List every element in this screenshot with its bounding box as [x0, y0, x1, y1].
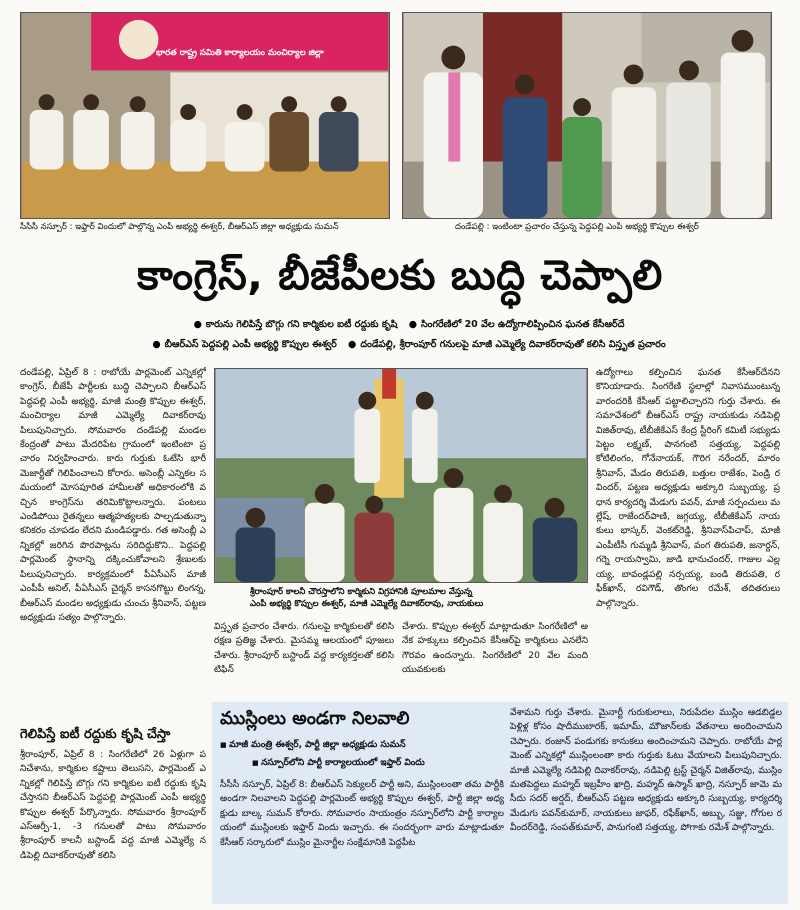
photo-statue	[214, 368, 588, 583]
bullet-icon: ●	[152, 339, 161, 350]
banner-text: భారత రాష్ట్ర సమితి కార్యాలయం మంచిర్యాల జిల్లా	[156, 48, 324, 58]
info-box	[212, 702, 788, 904]
subhead-text: కారును గెలిపిస్తే బొగ్గు గని కార్మికుల ఐటీ రద్దుకు కృషి	[205, 319, 398, 330]
section-heading: గెలిపిస్తే ఐటీ రద్దుకు కృషి చేస్తా	[20, 727, 171, 742]
photo-campaign	[402, 12, 772, 219]
bullet-icon: ●	[193, 319, 202, 330]
article-col-1: దండేపల్లి, ఏప్రిల్ 8 : రాబోయే పార్లమెంట్ ఎన్నికల్లో కాంగ్రెస్, బీజేపీ పార్టీలకు బుద్ధి చెప్పాలని బీఆర్ఎస్ పెద్దపల్లి ఎంపీ అభ్యర్థి, మాజీ మంత్రి కొప్పుల ఈశ్వర్, మంచిర్యాల మాజీ ఎమ్మెల్యే దివాకర్‌రావు పిలుపునిచ్చారు. సోమవారం దండేపల్లి మండల కేంద్రంతో పాటు మేదరిపేట గ్రామంలో ఇంటింటా ప్రచారం నిర్వహించారు. కారు గుర్తుకు ఓటేసి భారీ మెజార్టీతో గెలిపించాలని కోరారు. అసెంబ్లీ ఎన్నికల సమయంలో మోసపూరిత హామీలతో అధికారంలోకి వచ్చిన కాంగ్రెస్‌ను తరిమికొట్టాలన్నారు. పంటలు ఎండిపోయి రైతన్నలు ఆత్మహత్యలకు పాల్పడుతున్నా కనికరం చూపడం లేదని మండిపడ్డారు. గత అసెంబ్లీ ఎన్నికల్లో జరిగిన పొరపాట్లను సరిదిద్దుకొని.. పెద్దపల్లి పార్లమెంట్ స్థానాన్ని దక్కించుకోవాలని శ్రేణులకు పిలుపునిచ్చారు. కార్యక్రమంలో పీఏసీఎస్ మాజీ ఎంపీపీ అనిల్, పీఏసీఎస్ చైర్మన్ కాసనగొట్టు లింగన్న, బీఆర్ఎస్ మండల అధ్యక్షుడు చుంచు శ్రీనివాస్, పట్టణ అధ్యక్షుడు సత్యం పాల్గొన్నారు.	[20, 368, 206, 623]
box-point: ■ మాజీ మంత్రి ఈశ్వర్, పార్టీ జిల్లా అధ్యక్షుడు సుమన్	[220, 738, 406, 752]
article-col-2: విస్తృత ప్రచారం చేశారు. గనులపై కార్మికులతో కలిసి రక్షణ ప్రతిజ్ఞ చేశారు. మైసమ్మ ఆలయంలో పూజలు చేశారు. శ్రీరాంపూర్ బస్టాండ్ వద్ద కార్యకర్తలతో కలిసి టిఫిన్	[214, 622, 394, 676]
subhead-line-1	[20, 318, 790, 332]
photo-caption: దండేపల్లి : ఇంటింటా ప్రచారం చేస్తున్న పెద్దపల్లి ఎంపీ అభ్యర్థి కొప్పుల ఈశ్వర్	[455, 222, 699, 232]
article-col-4: ఉద్యోగాలు కల్పించిన ఘనత కేసీఆర్‌దేనని కొనియాడారు. సింగరేణి స్థలాల్లో నివాసముంటున్న వారందరికీ కేసీఆర్ పట్టాలిచ్చారని గుర్తు చేశారు. ఈ సమావేశంలో బీఆర్ఎస్ రాష్ట్ర నాయకుడు నడిపెల్లి విజిత్‌రావు, టీబీజీకేఎస్ కేంద్ర స్టీరింగ్ కమిటీ సభ్యుడు పెట్టం లక్ష్మణ్, పానగంటి సత్తయ్య, పెద్దపల్లి కోటిలింగం, గోనేనాయక్, గౌరిగ నరేందర్, మారం శ్రీనివాస్, మేడం తిరుపతి, బత్తుల రాజేశం, పెండ్రి రవిందర్, పట్టణ అధ్యక్షుడు అక్కూరి సుబ్బయ్య, ప్రధాన కార్యదర్శి మేడుగు పవన్, మాజీ సర్పంచులు మల్లేష్, రాజేందర్‌పాణి, జగ్గయ్య, టీబీజీకేఎస్ నాయకులు భాస్కర్, వెంకట్‌రెడ్డి, శ్రీనివాస్‌పిచాప్, మాజీ ఎంపీటీసీ గుమ్మడి శ్రీనివాస్, వంగ తిరుపతి, జనార్దన్, గర్నె రాయస్వామి, జాడి భానుచందర్, గాజుల ఎల్లయ్య, బావండ్లపల్లి నర్సయ్య, బండి తిరుపతి, రఫీక్‌ఖాన్, రవిగౌడ్, తొంగల రమేశ్, తదితరులు పాల్గొన్నారు.	[596, 368, 780, 609]
photo-caption: సీసీసీ నస్పూర్ : ఇఫ్తార్ విందులో పాల్గొన్న ఎంపీ అభ్యర్థి ఈశ్వర్, బీఆర్ఎస్ జిల్లా అధ్యక్షుడు సుమన్	[20, 222, 339, 232]
article-col-3: చేశారు. కొప్పుల ఈశ్వర్ మాట్లాడుతూ సింగరేణిలో అనేక హక్కులు కల్పించిన కేసీఆర్‌పై కార్మికులు ఎనలేని గౌరవం ఉందన్నారు. సింగరేణిలో 20 వేల మంది యువకులకు	[402, 622, 588, 676]
box-point: ■ నస్పూర్‌లోని పార్టీ కార్యాలయంలో ఇఫ్తార్ విందు	[252, 756, 425, 770]
photo-statue-image	[215, 369, 587, 582]
photo-iftar-image	[21, 13, 389, 218]
photo-caption: శ్రీరాంపూర్ కాలనీ చౌరస్తాలోని కార్మికుని విగ్రహానికి పూలమాల వేస్తున్న	[250, 587, 473, 597]
box-headline: ముస్లింలు అండగా నిలవాలి	[220, 708, 410, 729]
photo-campaign-image	[403, 13, 771, 218]
box-col-right: వేశామని గుర్తు చేశారు. మైనార్టీ గురుకులాలు, నిరుపేదల ముస్లిం ఆడబిడ్డల పెళ్లిళ్ల కోసం షాదీముబారక్, ఇమామ్, మౌజాన్‌లకు వేతనాలు అందించామని చెప్పారు. రంజాన్ పండుగకు కానుకలు అందించామని చెప్పారు. రాబోయే పార్లమెంట్ ఎన్నికల్లో ముస్లింలంతా కారు గుర్తుకు ఓటు వేయాలని పిలుపునిచ్చారు. మాజీ ఎమ్మెల్యే నడిపెల్లి దివాకర్‌రావు, నడిపెల్లి ట్రస్ట్ చైర్మన్ విజిత్‌రావు, ముస్లిం మతపెద్దలు మహ్మద్ ఇబ్రహీం ఖాద్రి, మహ్మద్ ఉస్మాన్ ఖాద్రి, నస్పూర్ జామె మసీదు సదర్ అర్షద్, బీఆర్ఎస్ పట్టణ అధ్యక్షుడు అక్కూరి సుబ్బయ్య, కార్యదర్శి మేడుగు పవన్‌కుమార్, నాయకులు జాఫర్, రఫీక్‌ఖాన్, అబ్బు, సజ్జు, గోగుల రవీందర్‌రెడ్డి, సంపత్‌కుమార్, పానుగంటి సత్తయ్య, పోగాకు రమేశ్ పాల్గొన్నారు.	[510, 708, 782, 834]
box-col-left: సీసీసీ నస్పూర్, ఏప్రిల్ 8: బీఆర్ఎస్ సెక్యులర్ పార్టీ అని, ముస్లింలంతా తమ పార్టీకి అండగా నిలవాలని పెద్దపల్లి పార్లమెంట్ అభ్యర్థి కొప్పుల ఈశ్వర్, పార్టీ జిల్లా అధ్యక్షుడు బాల్క సుమన్ కోరారు. సోమవారం సాయంత్రం నస్పూర్‌లోని పార్టీ కార్యాలయంలో ముస్లింలకు ఇఫ్తార్ విందు ఇచ్చారు. ఈ సందర్భంగా వారు మాట్లాడుతూ కేసీఆర్ సర్కారులో ముస్లిం మైనార్టీల సంక్షేమానికి పెద్దపీట	[220, 780, 504, 848]
subhead-text: బీఆర్ఎస్ పెద్దపల్లి ఎంపీ అభ్యర్థి కొప్పుల ఈశ్వర్	[164, 339, 337, 350]
subhead-text: సింగరేణిలో 20 వేల ఉద్యోగాలిప్పించిన ఘనత కేసీఆర్‌దే	[420, 319, 625, 330]
bullet-icon: ●	[408, 319, 417, 330]
photo-caption: ఎంపీ అభ్యర్థి కొప్పుల ఈశ్వర్, మాజీ ఎమ్మెల్యే దివాకర్‌రావు, నాయకులు	[250, 599, 484, 609]
article-col-1b: శ్రీరాంపూర్, ఏప్రిల్ 8 : సింగరేణిలో 26 ఏళ్లుగా పనిచేశాను, కార్మికుల కష్టాలు తెలుసని, పార్లమెంట్ ఎన్నికల్లో గెలిపిస్తే బొగ్గు గని కార్మికుల ఐటీ రద్దుకు కృషి చేస్తానని బీఆర్ఎస్ పెద్దపల్లి పార్లమెంట్ ఎంపీ అభ్యర్థి కొప్పుల ఈశ్వర్ పేర్కొన్నారు. సోమవారం శ్రీరాంపూర్ ఎస్ఆర్పీ-1, -3 గనులతో పాటు సోమవారం శ్రీరాంపూర్ కాలనీ బస్టాండ్ వద్ద మాజీ ఎమ్మెల్యే నడిపెల్లి దివాకర్‌రావుతో కలిసి	[20, 750, 206, 861]
bullet-icon: ●	[348, 339, 357, 350]
subhead-text: దండేపల్లి, శ్రీరాంపూర్ గనులపై మాజీ ఎమ్మెల్యే దివాకర్‌రావుతో కలిసి విస్తృత ప్రచారం	[360, 339, 666, 350]
headline: కాంగ్రెస్, బీజేపీలకు బుద్ధి చెప్పాలి	[137, 251, 663, 299]
subhead-line-2	[20, 338, 790, 352]
photo-iftar	[20, 12, 390, 219]
